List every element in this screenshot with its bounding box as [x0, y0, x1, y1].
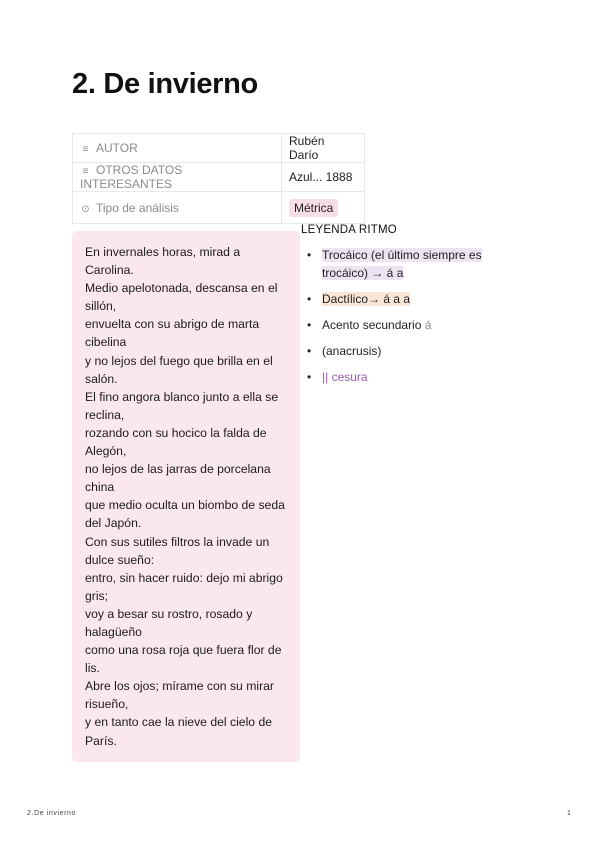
- poem-line: y en tanto cae la nieve del cielo de París.: [85, 715, 273, 748]
- poem-line: como una rosa roja que fuera flor de lis.: [85, 643, 282, 676]
- poem-line: no lejos de las jarras de porcelana china: [85, 462, 271, 495]
- legend-title: LEYENDA RITMO: [301, 224, 397, 236]
- poem-line: El fino angora blanco junto a ella se reclina,: [85, 389, 279, 422]
- legend-item-text: Trocáico (el último siempre es trocáico) → á a: [322, 248, 482, 280]
- property-value[interactable]: Azul... 1888: [282, 163, 365, 192]
- poem-line: En invernales horas, mirad a Carolina.: [85, 245, 241, 278]
- legend-item-trocaico: [306, 246, 506, 282]
- poem-line: Con sus sutiles filtros la invade un dulce sueño:: [85, 534, 270, 567]
- poem-line: envuelta con su abrigo de marta cibelina: [85, 317, 260, 350]
- poem-line: voy a besar su rostro, rosado y halagüeño: [85, 606, 253, 639]
- poem-callout: [72, 231, 300, 762]
- legend-item-anacrusis: [306, 342, 506, 360]
- legend-item-text: (anacrusis): [322, 344, 382, 358]
- legend-item-cesura: [306, 368, 506, 386]
- analysis-type-tag: Métrica: [289, 199, 338, 217]
- property-label: AUTOR: [96, 141, 138, 155]
- poem-line: entro, sin hacer ruido: dejo mi abrigo gris;: [85, 570, 283, 603]
- property-value[interactable]: Rubén Darío: [282, 134, 365, 163]
- legend-item-text: Acento secundario: [322, 318, 422, 332]
- property-label: OTROS DATOS INTERESANTES: [80, 163, 183, 191]
- property-row-tipo-analisis: [73, 192, 365, 224]
- property-label: Tipo de análisis: [96, 200, 179, 215]
- footer-page-number: 1: [567, 810, 571, 817]
- legend-item-text: || cesura: [322, 370, 368, 384]
- property-key: [73, 163, 282, 192]
- poem-line: rozando con su hocico la falda de Alegón,: [85, 425, 267, 459]
- legend-item-acento-secundario: [306, 316, 506, 334]
- property-key: [73, 134, 282, 163]
- list-icon: ≡: [82, 144, 89, 155]
- properties-table: [72, 133, 365, 224]
- list-icon: ≡: [82, 166, 89, 177]
- legend-item-dactilico: [306, 290, 506, 308]
- legend-list: [306, 246, 506, 394]
- property-row-autor: [73, 134, 365, 163]
- property-value[interactable]: [282, 192, 365, 224]
- legend-item-suffix: á: [424, 318, 432, 332]
- footer-page-name: 2.De invierno: [27, 810, 77, 817]
- page-title: 2. De invierno: [72, 68, 258, 100]
- poem-line: que medio oculta un biombo de seda del Japón.: [85, 498, 285, 531]
- poem-line: y no lejos del fuego que brilla en el salón.: [85, 353, 273, 386]
- select-icon: ⊙: [81, 203, 90, 215]
- property-key: [73, 192, 282, 224]
- legend-item-text: Dactílico→ á a a: [322, 292, 411, 306]
- property-row-otros-datos: [73, 163, 365, 192]
- poem-line: Medio apelotonada, descansa en el sillón,: [85, 281, 278, 314]
- poem-line: Abre los ojos; mírame con su mirar risueño,: [85, 679, 274, 712]
